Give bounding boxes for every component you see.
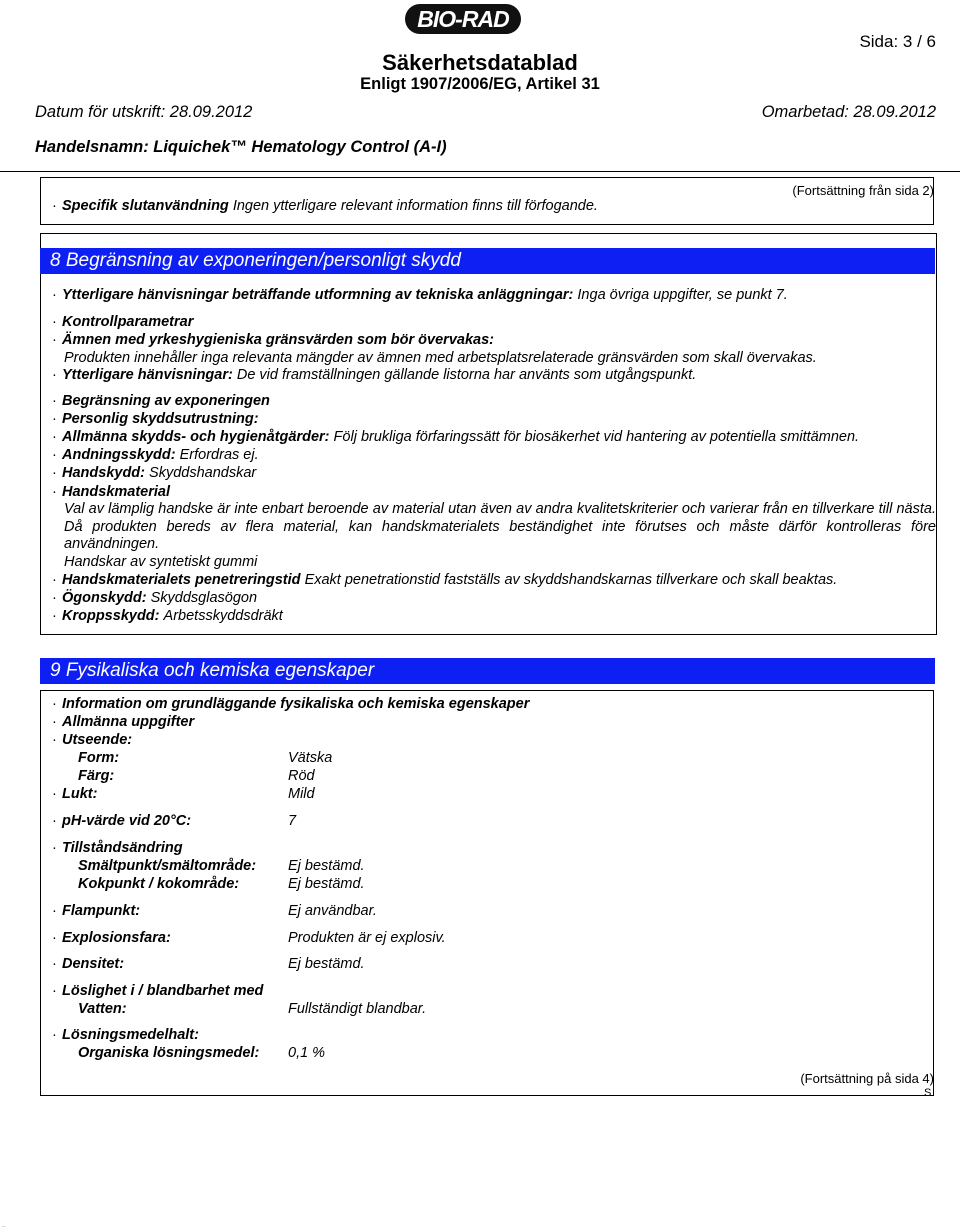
water-label: Vatten: xyxy=(78,1001,127,1017)
section9-heading: 9 Fysikaliska och kemiska egenskaper xyxy=(40,658,935,684)
continuation-to: (Fortsättning på sida 4) xyxy=(800,1071,934,1086)
glove-material: · Handskmaterial xyxy=(52,484,170,500)
substances-text: Produkten innehåller inga relevanta mängder av ämnen med arbetsplatsrelaterade gränsvärden som skall övervakas. xyxy=(64,350,817,366)
section8-heading: 8 Begränsning av exponeringen/personligt skydd xyxy=(40,248,935,274)
form-value: Vätska xyxy=(288,750,333,766)
form-label: Form: xyxy=(78,750,120,766)
melting-label: Smältpunkt/smältområde: xyxy=(78,858,257,874)
basic-properties-info: · Information om grundläggande fysikaliska och kemiska egenskaper xyxy=(52,696,530,712)
density-value: Ej bestämd. xyxy=(288,956,365,972)
color-label: Färg: xyxy=(78,768,115,784)
control-params: · Kontrollparametrar xyxy=(52,314,194,330)
eye-protection: · Ögonskydd: Skyddsglasögon xyxy=(52,590,258,606)
solvent-label: · Lösningsmedelhalt: xyxy=(52,1027,199,1043)
penetration-time: · Handskmaterialets penetreringstid Exakt penetrationstid fastställs av skyddshandskarnas tillverkare och skall beaktas. xyxy=(52,572,838,588)
state-change: · Tillståndsändring xyxy=(52,840,183,856)
organic-solvent-value: 0,1 % xyxy=(288,1045,326,1061)
s-mark: S xyxy=(924,1087,932,1099)
general-info: · Allmänna uppgifter xyxy=(52,714,195,730)
body-protection: · Kroppsskydd: Arbetsskyddsdräkt xyxy=(52,608,283,624)
explosion-label: · Explosionsfara: xyxy=(52,930,171,946)
specific-end-use: · Specifik slutanvändning Ingen ytterligare relevant information finns till förfogande. xyxy=(52,198,598,214)
trade-name: Handelsnamn: Liquichek™ Hematology Control (A-I) xyxy=(35,138,447,156)
odor-value: Mild xyxy=(288,786,315,802)
hand-protection: · Handskydd: Skyddshandskar xyxy=(52,465,257,481)
continuation-from: (Fortsättning från sida 2) xyxy=(792,183,934,198)
density-label: · Densitet: xyxy=(52,956,125,972)
revised-date: Omarbetad: 28.09.2012 xyxy=(761,103,936,121)
explosion-value: Produkten är ej explosiv. xyxy=(288,930,446,946)
melting-value: Ej bestämd. xyxy=(288,858,365,874)
corner-mark: _ xyxy=(2,1221,6,1227)
header-divider xyxy=(0,171,960,172)
document-title: Säkerhetsdatablad xyxy=(382,50,578,75)
organic-solvent-label: Organiska lösningsmedel: xyxy=(78,1045,260,1061)
appearance: · Utseende: xyxy=(52,732,133,748)
bio-rad-logo: BIO-RAD xyxy=(405,4,521,34)
general-hygiene: · Allmänna skydds- och hygienåtgärder: Följ brukliga förfaringssätt för biosäkerhet vid hantering av potentiella smittämnen. xyxy=(52,429,860,445)
print-date: Datum för utskrift: 28.09.2012 xyxy=(35,103,253,121)
ph-label: · pH-värde vid 20°C: xyxy=(52,813,192,829)
glove-synthetic: Handskar av syntetiskt gummi xyxy=(64,554,258,570)
exposure-limit: · Begränsning av exponeringen xyxy=(52,393,270,409)
flash-value: Ej användbar. xyxy=(288,903,377,919)
boiling-label: Kokpunkt / kokområde: xyxy=(78,876,240,892)
glove-material-text: Val av lämplig handske är inte enbart beroende av material utan även av andra kvalitetskriterier och varierar från en tillverkare till nästa. Då produkten bereds av flera material, kan handskmaterialets beständighet inte förutses och måste därför kontrolleras före användningen. xyxy=(64,501,936,552)
odor-label: · Lukt: xyxy=(52,786,98,802)
tech-facilities: · Ytterligare hänvisningar beträffande utformning av tekniska anläggningar: Inga övriga uppgifter, se punkt 7. xyxy=(52,287,788,303)
boiling-value: Ej bestämd. xyxy=(288,876,365,892)
ph-value: 7 xyxy=(288,813,297,829)
more-references: · Ytterligare hänvisningar: De vid framställningen gällande listorna har använts som utgångspunkt. xyxy=(52,367,697,383)
page-number: Sida: 3 / 6 xyxy=(859,32,936,51)
document-subtitle: Enligt 1907/2006/EG, Artikel 31 xyxy=(360,75,600,93)
color-value: Röd xyxy=(288,768,315,784)
respiratory-protection: · Andningsskydd: Erfordras ej. xyxy=(52,447,259,463)
substances-label: · Ämnen med yrkeshygieniska gränsvärden som bör övervakas: xyxy=(52,332,494,348)
ppe: · Personlig skyddsutrustning: xyxy=(52,411,259,427)
solubility-label: · Löslighet i / blandbarhet med xyxy=(52,983,264,999)
flash-label: · Flampunkt: xyxy=(52,903,141,919)
water-value: Fullständigt blandbar. xyxy=(288,1001,427,1017)
